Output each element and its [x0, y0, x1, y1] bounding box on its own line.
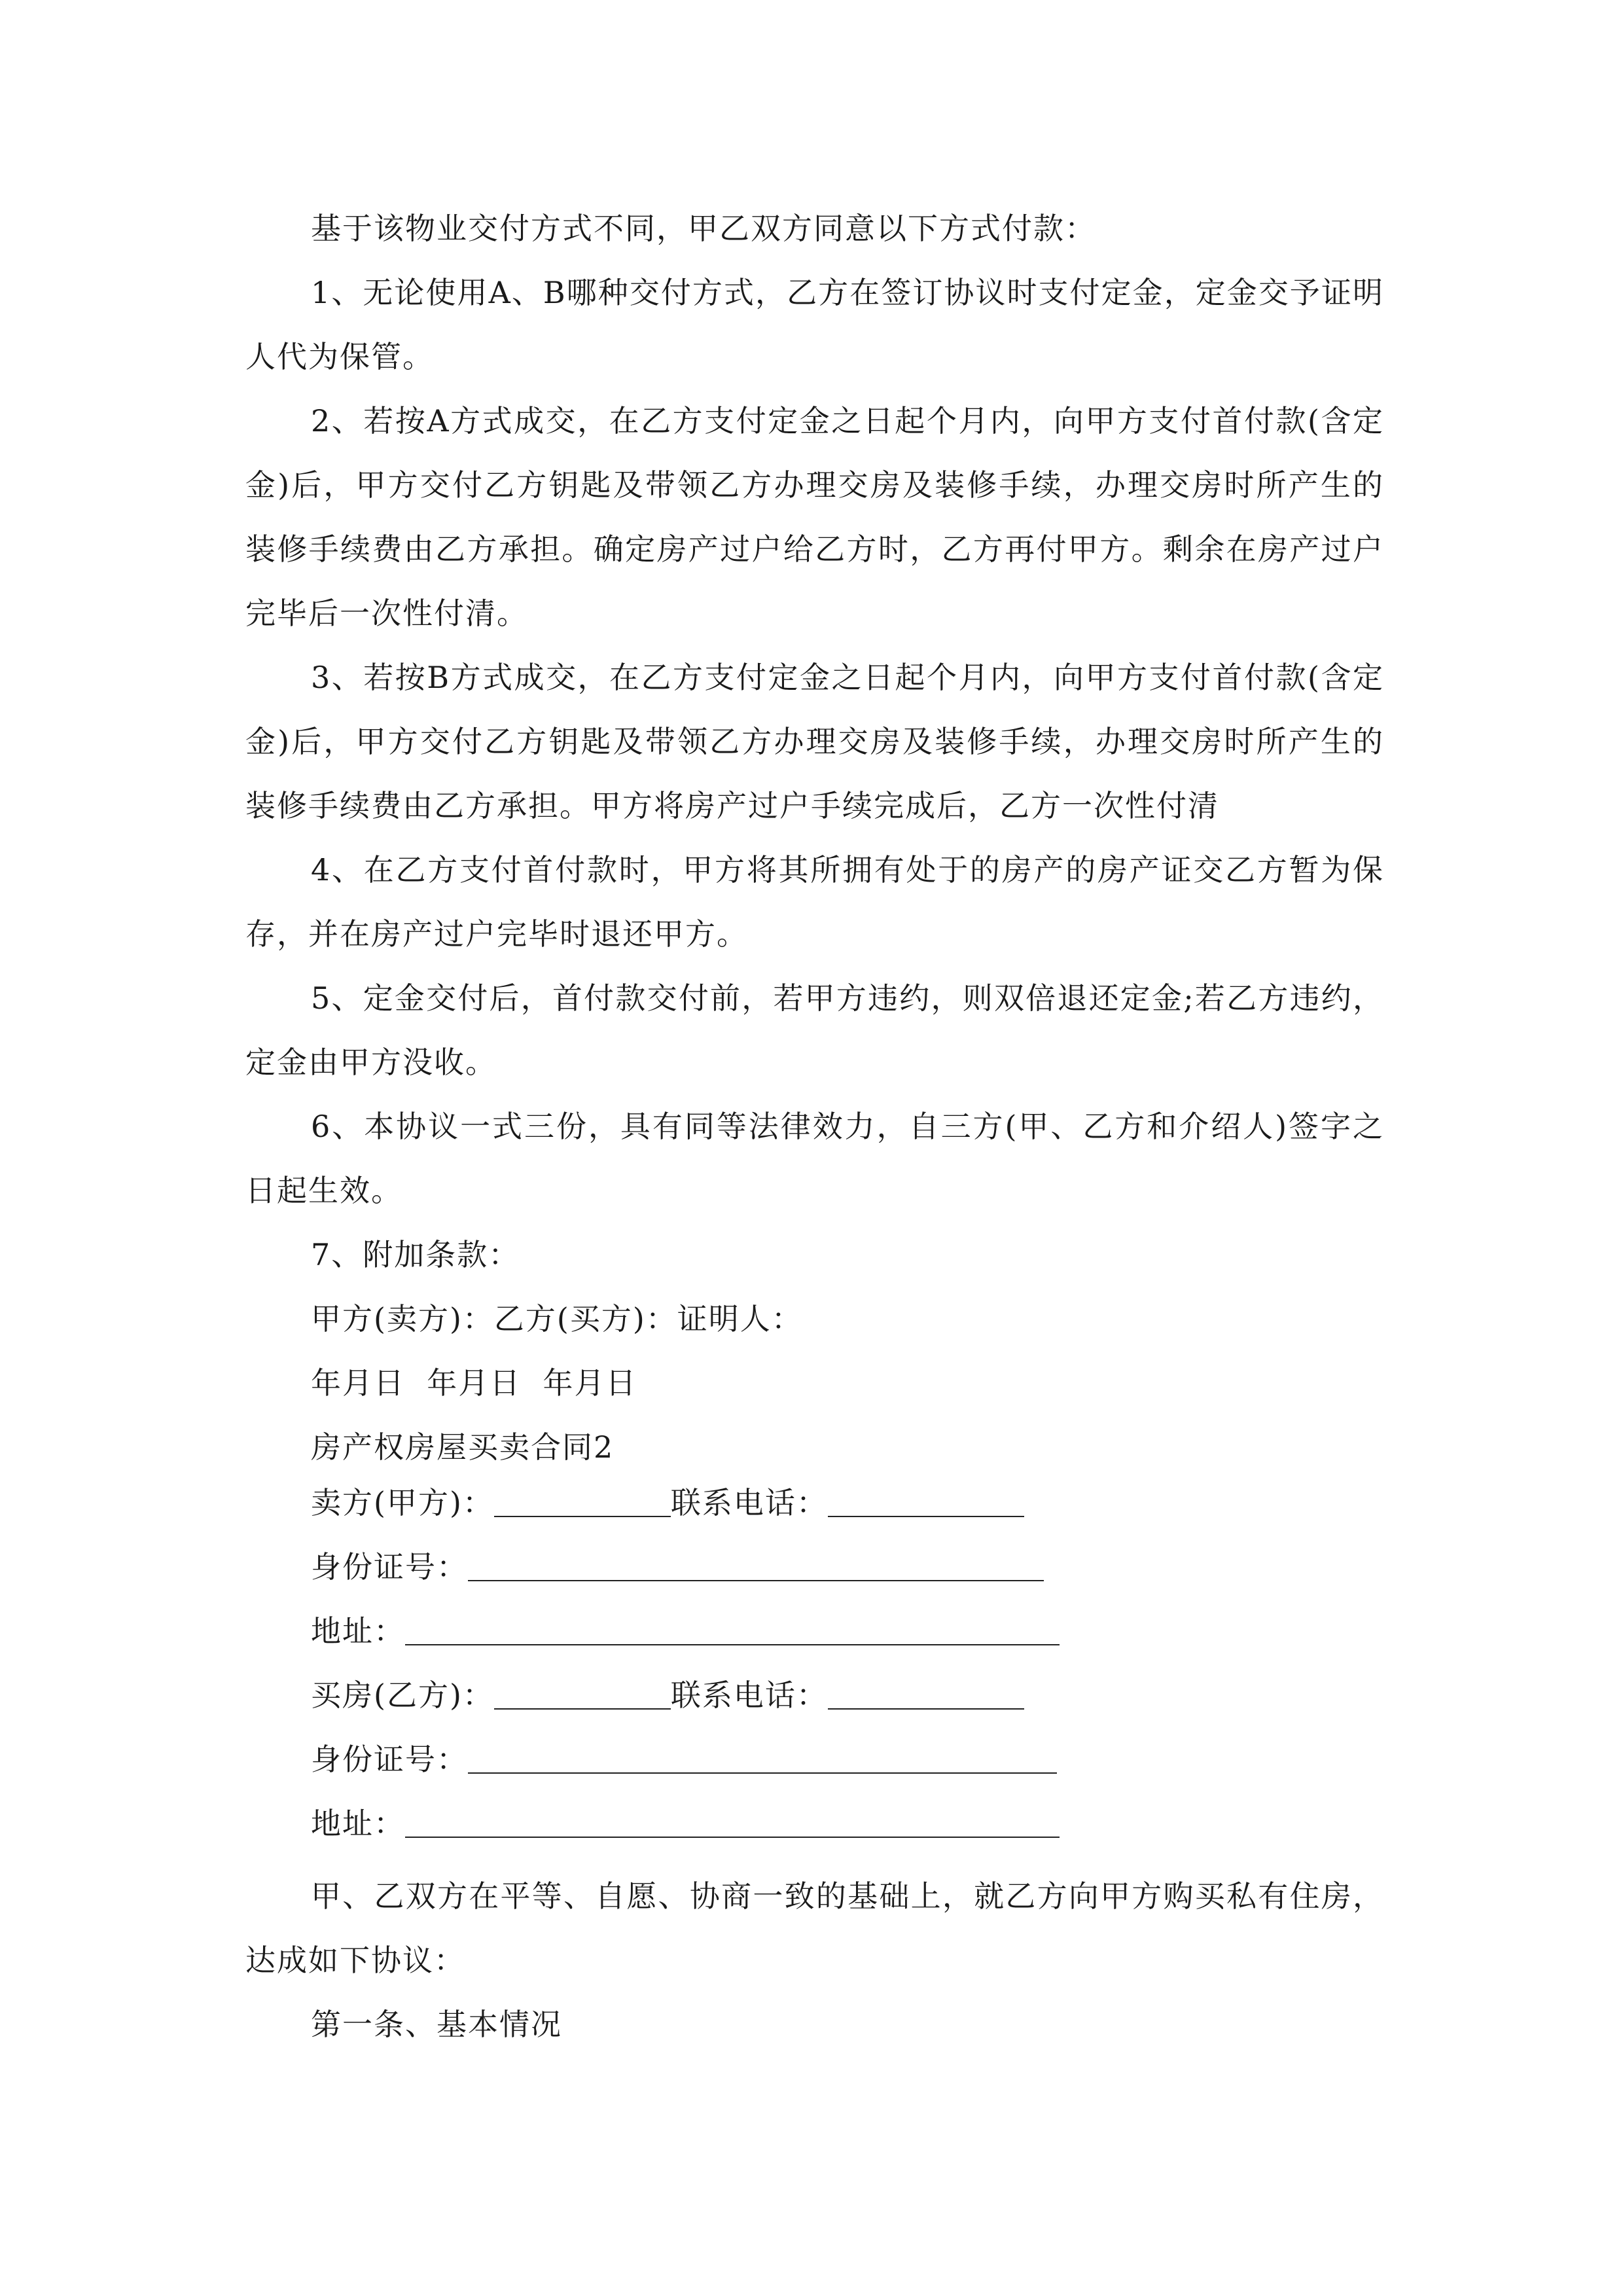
buyer-id-row — [245, 1736, 1384, 1800]
buyer-name-field[interactable] — [494, 1682, 671, 1710]
seller-id-label: 身份证号： — [311, 1549, 468, 1585]
seller-address-field[interactable] — [405, 1618, 1060, 1645]
buyer-address-label: 地址： — [311, 1806, 405, 1841]
signature-dates: 年月日 年月日 年月日 — [311, 1365, 637, 1401]
clause-6: 6、本协议一式三份，具有同等法律效力，自三方(甲、乙方和介绍人)签字之日起生效。 — [245, 1109, 1384, 1208]
buyer-phone-label: 联系电话： — [670, 1677, 828, 1713]
seller-phone-label: 联系电话： — [670, 1485, 828, 1520]
document-page — [245, 196, 1384, 2056]
clause-2: 2、若按A方式成交，在乙方支付定金之日起个月内，向甲方支付首付款(含定金)后，甲方交付乙方钥匙及带领乙方办理交房及装修手续，办理交房时所产生的装修手续费由乙方承担。确定房产过户给乙方时，乙方再付甲方。剩余在房产过户完毕后一次性付清。 — [245, 403, 1384, 631]
buyer-label: 买房(乙方)： — [311, 1677, 494, 1713]
clause-3: 3、若按B方式成交，在乙方支付定金之日起个月内，向甲方支付首付款(含定金)后，甲方交付乙方钥匙及带领乙方办理交房及装修手续，办理交房时所产生的装修手续费由乙方承担。甲方将房产过户手续完成后，乙方一次性付清 — [245, 660, 1384, 823]
buyer-id-label: 身份证号： — [311, 1742, 468, 1777]
seller-address-label: 地址： — [311, 1613, 405, 1649]
signature-parties: 甲方(卖方)：乙方(买方)：证明人： — [311, 1301, 803, 1336]
contract-2-title: 房产权房屋买卖合同2 — [311, 1429, 615, 1465]
clause-7: 7、附加条款： — [311, 1237, 520, 1272]
seller-address-row — [245, 1607, 1384, 1672]
intro-paragraph: 基于该物业交付方式不同，甲乙双方同意以下方式付款： — [311, 211, 1096, 246]
seller-name-field[interactable] — [494, 1490, 671, 1517]
seller-id-row — [245, 1543, 1384, 1607]
buyer-phone-field[interactable] — [828, 1682, 1024, 1710]
seller-phone-field[interactable] — [828, 1490, 1024, 1517]
clause-4: 4、在乙方支付首付款时，甲方将其所拥有处于的房产的房产证交乙方暂为保存，并在房产过户完毕时退还甲方。 — [245, 852, 1384, 952]
clause-5: 5、定金交付后，首付款交付前，若甲方违约，则双倍退还定金;若乙方违约，定金由甲方没收。 — [245, 980, 1384, 1080]
article-1-heading: 第一条、基本情况 — [311, 2007, 562, 2042]
seller-label: 卖方(甲方)： — [311, 1485, 494, 1520]
seller-row — [245, 1479, 1384, 1543]
buyer-id-field[interactable] — [468, 1746, 1057, 1774]
buyer-address-field[interactable] — [405, 1810, 1060, 1838]
buyer-row — [245, 1672, 1384, 1736]
clause-1: 1、无论使用A、B哪种交付方式，乙方在签订协议时支付定金，定金交予证明人代为保管。 — [245, 275, 1384, 374]
agreement-paragraph: 甲、乙双方在平等、自愿、协商一致的基础上，就乙方向甲方购买私有住房，达成如下协议： — [245, 1878, 1384, 1978]
buyer-address-row — [245, 1800, 1384, 1864]
seller-id-field[interactable] — [468, 1554, 1044, 1581]
